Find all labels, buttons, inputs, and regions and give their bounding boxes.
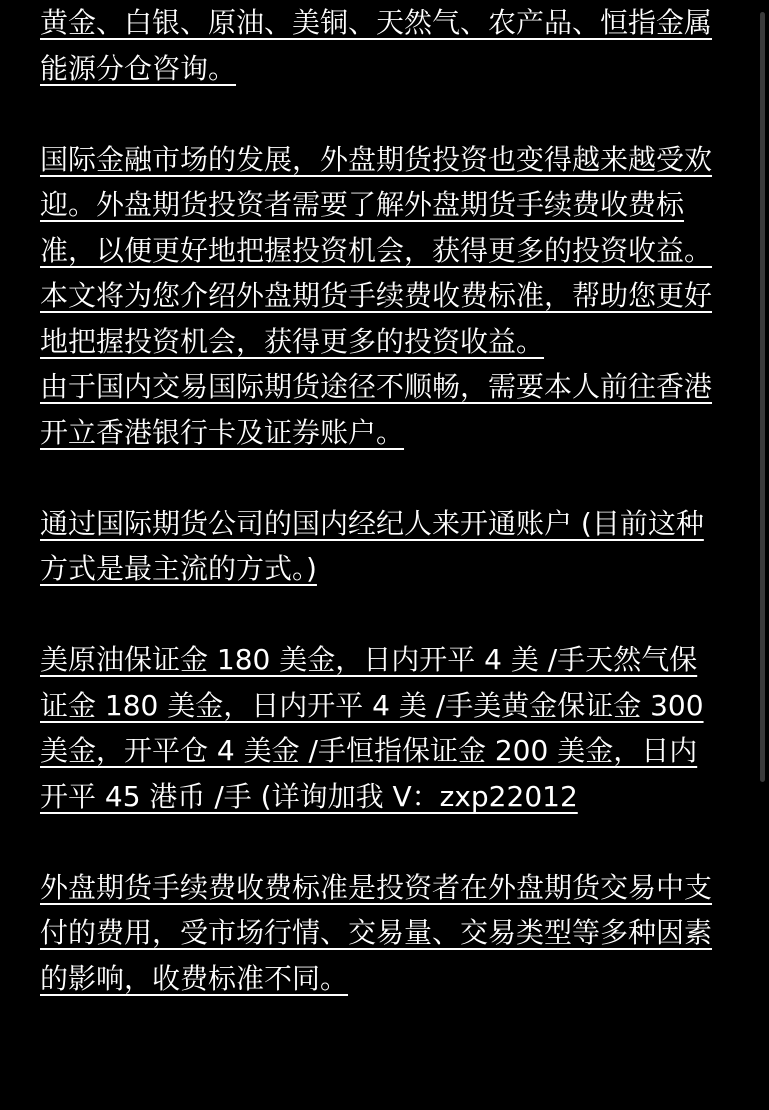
paragraph-fee-standard[interactable]: 外盘期货手续费收费标准是投资者在外盘期货交易中支付的费用，受市场行情、交易量、交易类型等多种因素的影响，收费标准不同。 xyxy=(40,870,713,995)
paragraph-hongkong-account[interactable]: 由于国内交易国际期货途径不顺畅，需要本人前往香港开立香港银行卡及证券账户。 xyxy=(40,370,713,449)
article-body xyxy=(40,0,720,1001)
paragraph-intro[interactable]: 国际金融市场的发展，外盘期货投资也变得越来越受欢迎。外盘期货投资者需要了解外盘期货手续费收费标准，以便更好地把握投资机会，获得更多的投资收益。本文将为您介绍外盘期货手续费收费标准，帮助您更好地把握投资机会，获得更多的投资收益。 xyxy=(40,142,713,358)
paragraph-spacer xyxy=(40,819,720,865)
paragraph-spacer xyxy=(40,455,720,501)
paragraph-commodities[interactable]: 黄金、白银、原油、美铜、天然气、农产品、恒指金属能源分仓咨询。 xyxy=(40,6,713,85)
paragraph-broker[interactable]: 通过国际期货公司的国内经纪人来开通账户 (目前这种方式是最主流的方式。) xyxy=(40,506,704,585)
paragraph-margins[interactable]: 美原油保证金 180 美金，日内开平 4 美 /手天然气保证金 180 美金，日内开平 4 美 /手美黄金保证金 300 美金，开平仓 4 美金 /手恒指保证金 200 美金，日内开平 45 港币 /手 (详询加我 V：zxp22012 xyxy=(40,643,704,813)
paragraph-spacer xyxy=(40,91,720,137)
scrollbar[interactable] xyxy=(760,12,765,782)
paragraph-spacer xyxy=(40,592,720,638)
